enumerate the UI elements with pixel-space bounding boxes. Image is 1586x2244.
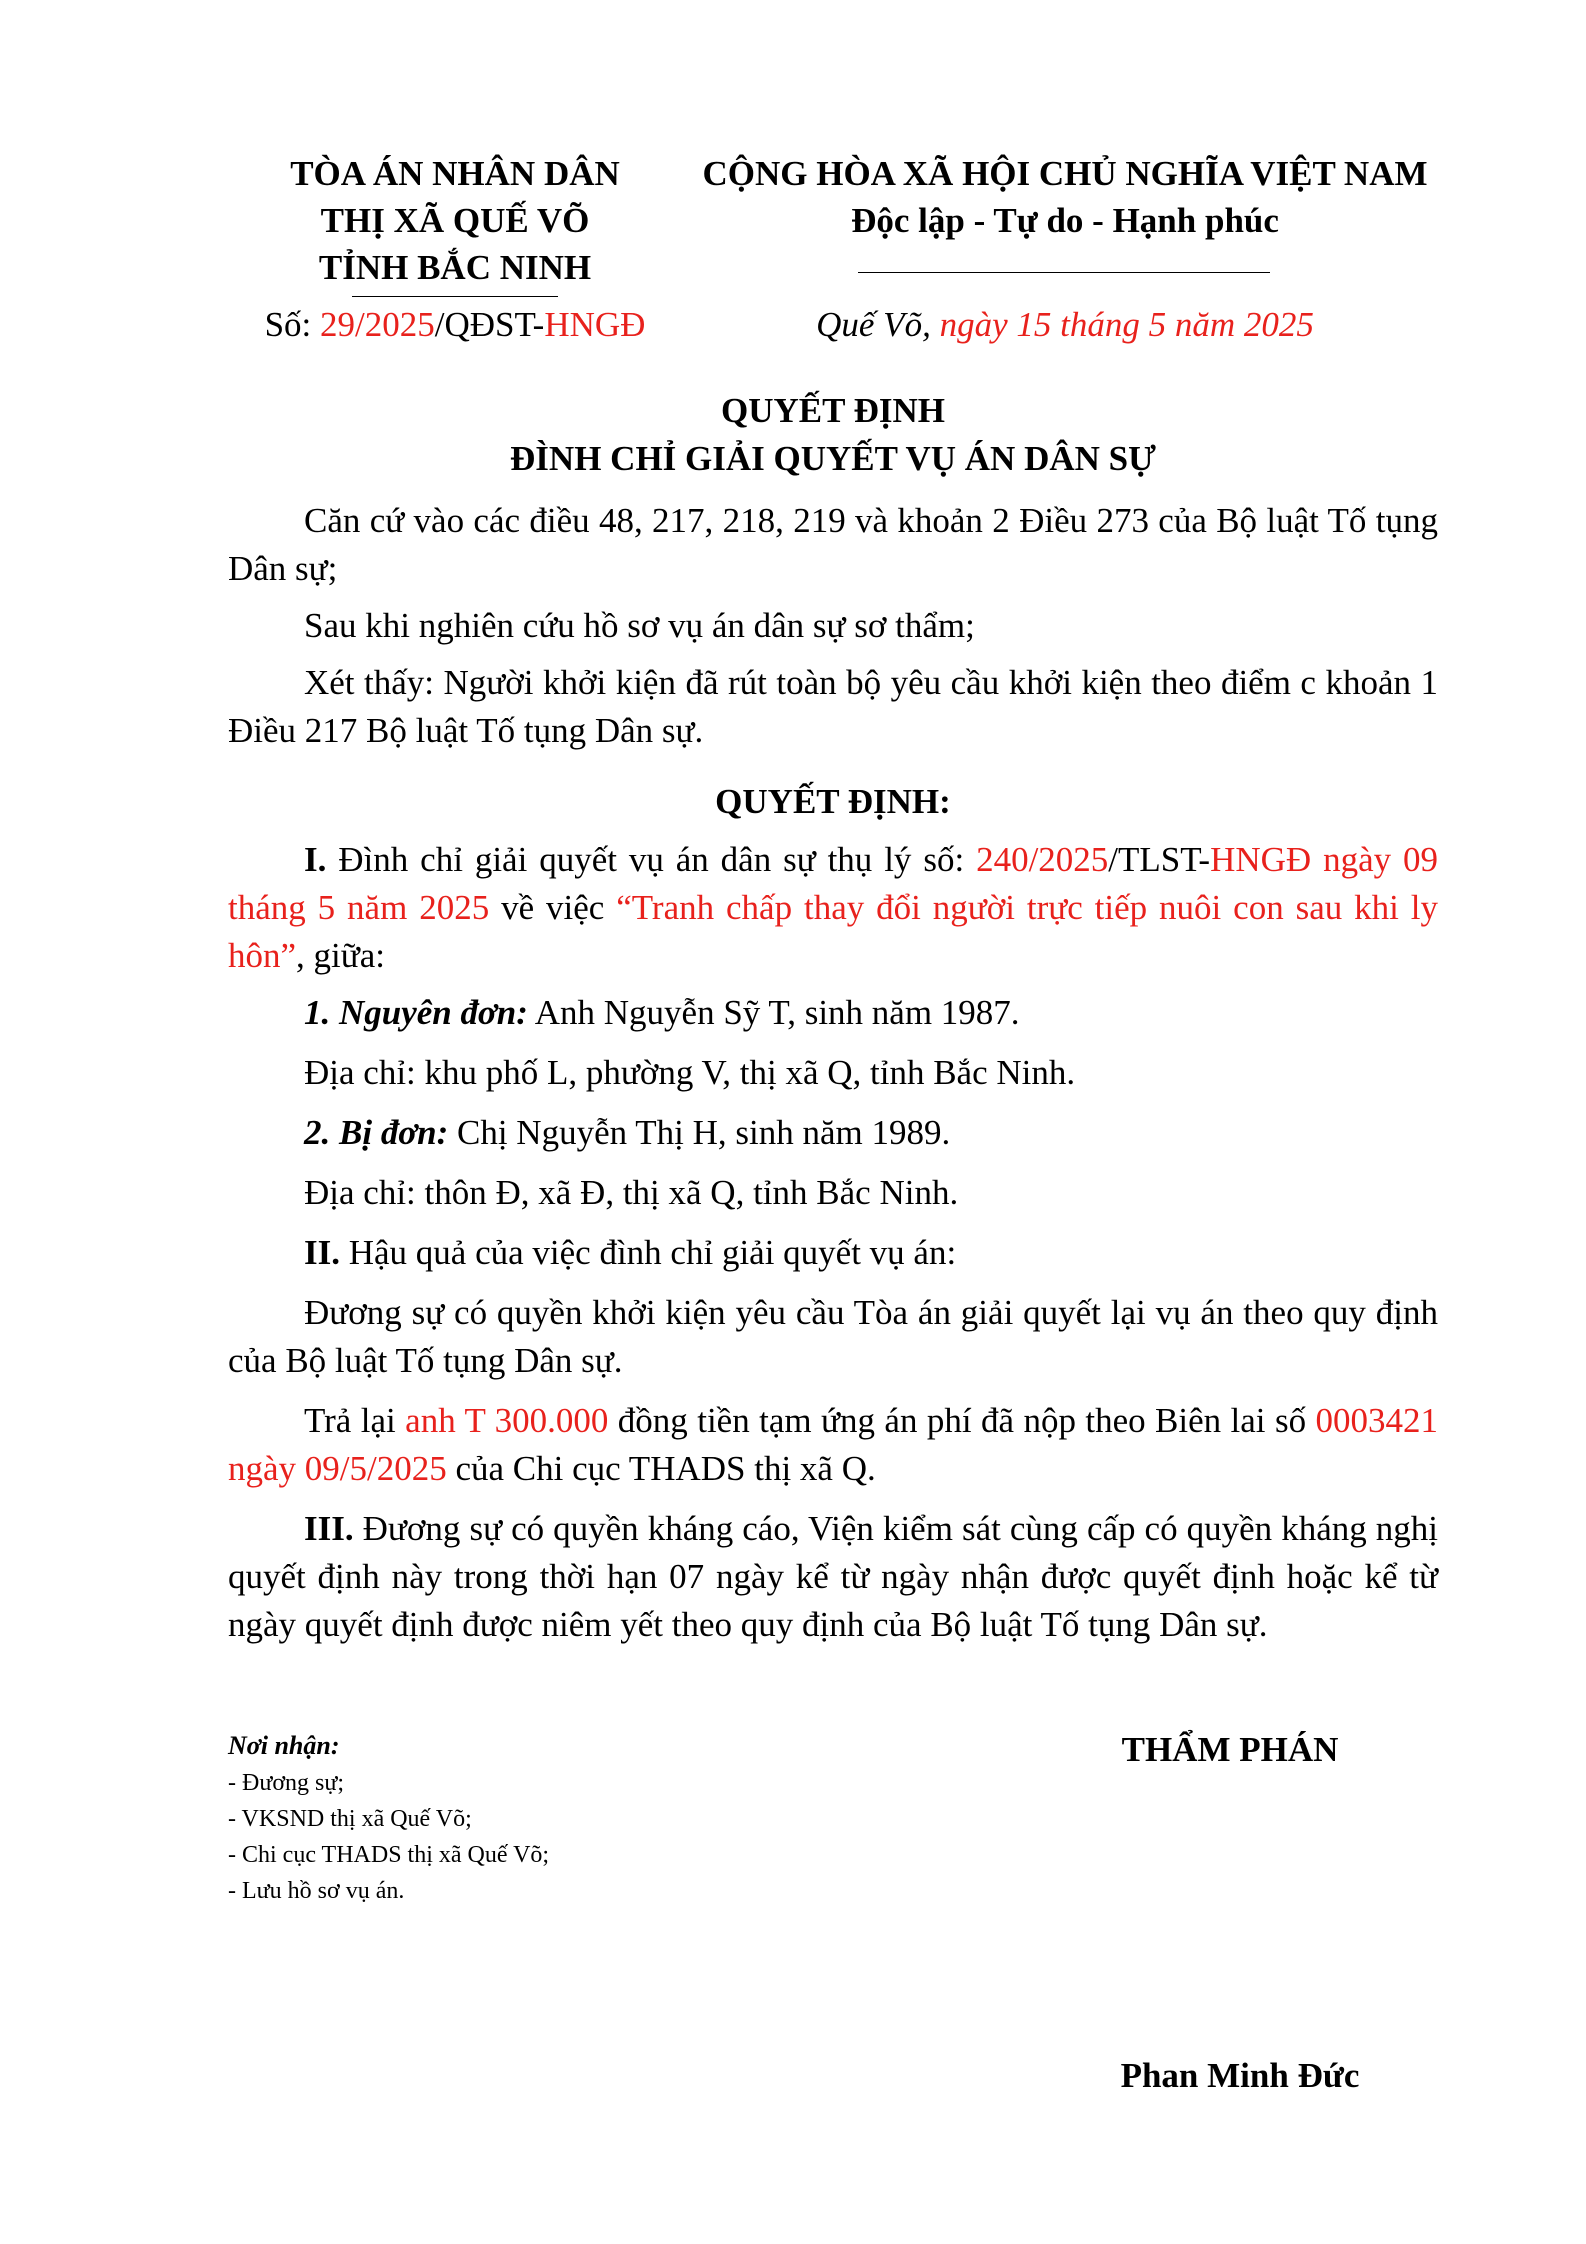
fee-refund: Trả lại anh T 300.000 đồng tiền tạm ứng án phí đã nộp theo Biên lai số 0003421 ngày 09/5/2025 của Chi cục THADS thị xã Q. bbox=[228, 1401, 1438, 1488]
receipt-number: 0003421 ngày 09/5/2025 bbox=[228, 1401, 1438, 1488]
section-2: II. Hậu quả của việc đình chỉ giải quyết vụ án: bbox=[304, 1233, 957, 1272]
defendant-name: Chị Nguyễn Thị H, sinh năm 1989. bbox=[448, 1113, 951, 1152]
signer-name: Phan Minh Đức bbox=[1120, 2056, 1360, 2095]
recipient-item: - Chi cục THADS thị xã Quế Võ; bbox=[228, 1842, 550, 1868]
nation-title: CỘNG HÒA XÃ HỘI CHỦ NGHĨA VIỆT NAM bbox=[702, 154, 1428, 193]
case-subject: “Tranh chấp thay đổi người trực tiếp nuôi con sau khi ly hôn” bbox=[228, 888, 1438, 975]
decision-number-suffix: HNGĐ bbox=[544, 305, 646, 344]
document-title bbox=[228, 387, 1438, 483]
motto-underline bbox=[858, 272, 1270, 273]
recipient-item: - Đương sự; bbox=[228, 1770, 345, 1796]
court-line-3: TỈNH BẮC NINH bbox=[318, 248, 592, 287]
nation-name bbox=[660, 150, 1470, 244]
section-3: III. Đương sự có quyền kháng cáo, Viện kiểm sát cùng cấp có quyền kháng nghị quyết định này trong thời hạn 07 ngày kể từ ngày nhận được quyết định hoặc kể từ ngày quyết định được niêm yết theo quy định của Bộ luật Tố tụng Dân sự. bbox=[228, 1509, 1438, 1644]
defendant-address: Địa chỉ: thôn Đ, xã Đ, thị xã Q, tỉnh Bắc Ninh. bbox=[304, 1173, 959, 1212]
court-name bbox=[240, 150, 670, 291]
refund-amount: anh T 300.000 bbox=[405, 1401, 609, 1440]
recipient-item: - VKSND thị xã Quế Võ; bbox=[228, 1806, 472, 1832]
review-note: Sau khi nghiên cứu hồ sơ vụ án dân sự sơ thẩm; bbox=[304, 606, 975, 645]
nation-motto: Độc lập - Tự do - Hạnh phúc bbox=[851, 201, 1279, 240]
defendant bbox=[228, 1109, 1438, 1157]
decision-body bbox=[228, 836, 1438, 1649]
plaintiff-name: Anh Nguyễn Sỹ T, sinh năm 1987. bbox=[527, 993, 1020, 1032]
defendant-label: 2. Bị đơn: bbox=[304, 1113, 449, 1152]
plaintiff bbox=[228, 989, 1438, 1037]
decision-number: Số: 29/2025/QĐST-HNGĐ bbox=[264, 305, 646, 344]
section-1: I. Đình chỉ giải quyết vụ án dân sự thụ lý số: 240/2025/TLST-HNGĐ ngày 09 tháng 5 năm 2025 về việc “Tranh chấp thay đổi người trực tiếp nuôi con sau khi ly hôn”, giữa: bbox=[228, 840, 1439, 975]
plaintiff-address: Địa chỉ: khu phố L, phường V, thị xã Q, tỉnh Bắc Ninh. bbox=[304, 1053, 1076, 1092]
court-underline bbox=[352, 296, 558, 297]
court-line-2: THỊ XÃ QUẾ VÕ bbox=[320, 201, 590, 240]
recipients bbox=[228, 1727, 788, 1909]
title-line-1: QUYẾT ĐỊNH bbox=[721, 391, 945, 430]
recipient-item: - Lưu hồ sơ vụ án. bbox=[228, 1878, 405, 1904]
decision-number-value: 29/2025 bbox=[320, 305, 435, 344]
court-line-1: TÒA ÁN NHÂN DÂN bbox=[290, 154, 620, 193]
legal-basis: Căn cứ vào các điều 48, 217, 218, 219 và khoản 2 Điều 273 của Bộ luật Tố tụng Dân sự; bbox=[228, 501, 1438, 588]
issue-date: ngày 15 tháng 5 năm 2025 bbox=[939, 305, 1314, 344]
case-number: 240/2025 bbox=[976, 840, 1109, 879]
refile-right: Đương sự có quyền khởi kiện yêu cầu Tòa án giải quyết lại vụ án theo quy định của Bộ luật Tố tụng Dân sự. bbox=[228, 1293, 1438, 1380]
decision-heading: QUYẾT ĐỊNH: bbox=[715, 782, 951, 821]
signer-role: THẨM PHÁN bbox=[1121, 1730, 1339, 1769]
title-line-2: ĐÌNH CHỈ GIẢI QUYẾT VỤ ÁN DÂN SỰ bbox=[510, 439, 1156, 478]
recipients-heading: Nơi nhận: bbox=[228, 1731, 340, 1760]
preamble bbox=[228, 497, 1438, 755]
place-date: Quế Võ, ngày 15 tháng 5 năm 2025 bbox=[816, 305, 1314, 344]
finding: Xét thấy: Người khởi kiện đã rút toàn bộ yêu cầu khởi kiện theo điểm c khoản 1 Điều 217 Bộ luật Tố tụng Dân sự. bbox=[228, 663, 1438, 750]
plaintiff-label: 1. Nguyên đơn: bbox=[304, 993, 528, 1032]
case-type-date: HNGĐ ngày 09 tháng 5 năm 2025 bbox=[228, 840, 1439, 927]
